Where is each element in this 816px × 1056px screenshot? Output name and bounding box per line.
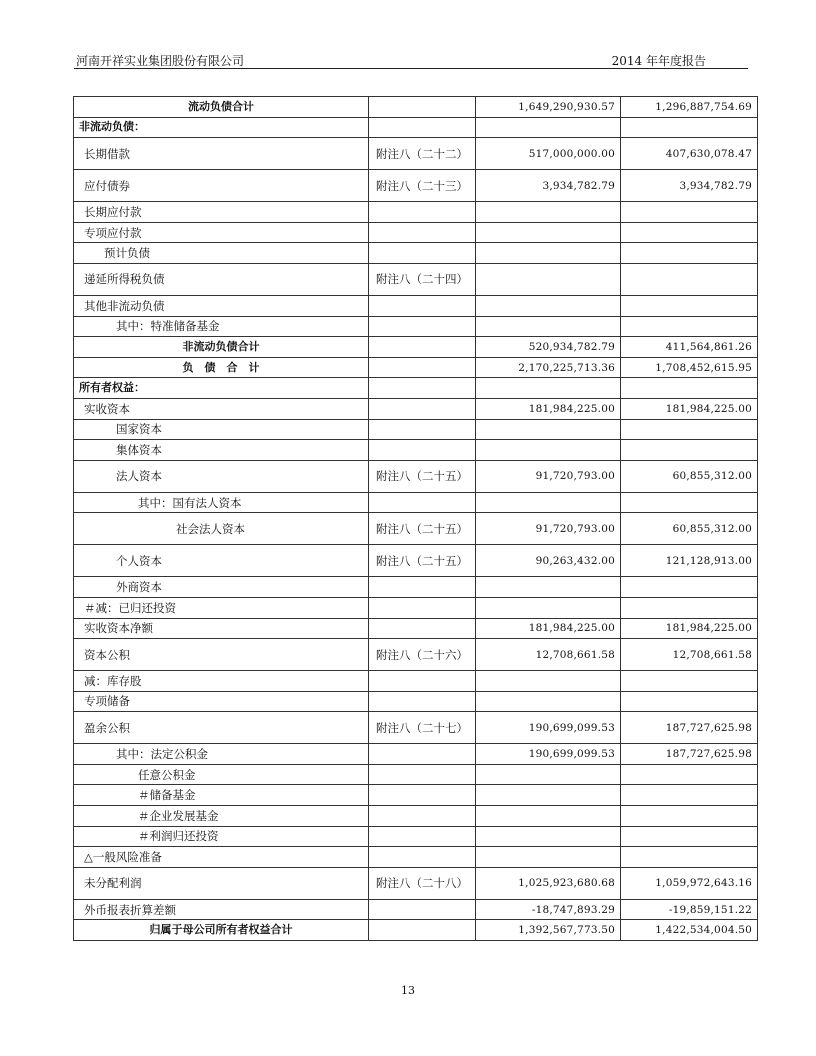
beginning-balance: 1,296,887,754.69 bbox=[621, 97, 758, 118]
ending-balance: 181,984,225.00 bbox=[476, 618, 621, 639]
note-ref: 附注八（二十三） bbox=[369, 170, 476, 202]
note-ref: 附注八（二十二） bbox=[369, 138, 476, 170]
beginning-balance: -19,859,151.22 bbox=[621, 899, 758, 920]
ending-balance: 1,392,567,773.50 bbox=[476, 920, 621, 941]
note-ref: 附注八（二十五） bbox=[369, 460, 476, 492]
table-row bbox=[74, 357, 758, 378]
table-row bbox=[74, 867, 758, 899]
table-row bbox=[74, 597, 758, 618]
note-ref bbox=[369, 618, 476, 639]
beginning-balance: 3,934,782.79 bbox=[621, 170, 758, 202]
note-ref bbox=[369, 577, 476, 598]
beginning-balance bbox=[621, 419, 758, 440]
table-row bbox=[74, 202, 758, 223]
table-row bbox=[74, 785, 758, 806]
ending-balance bbox=[476, 806, 621, 827]
item-label: 归属于母公司所有者权益合计 bbox=[74, 920, 369, 941]
note-ref bbox=[369, 378, 476, 399]
beginning-balance: 187,727,625.98 bbox=[621, 744, 758, 765]
beginning-balance bbox=[621, 263, 758, 295]
table-row bbox=[74, 378, 758, 399]
table-row bbox=[74, 691, 758, 712]
ending-balance bbox=[476, 117, 621, 138]
item-label: 法人资本 bbox=[74, 460, 369, 492]
item-label: △一般风险准备 bbox=[74, 847, 369, 868]
table-row bbox=[74, 577, 758, 598]
ending-balance: 190,699,099.53 bbox=[476, 712, 621, 744]
ending-balance bbox=[476, 378, 621, 399]
item-label: 外商资本 bbox=[74, 577, 369, 598]
item-label: 集体资本 bbox=[74, 440, 369, 461]
note-ref bbox=[369, 202, 476, 223]
item-label: 其中：国有法人资本 bbox=[74, 492, 369, 513]
beginning-balance bbox=[621, 378, 758, 399]
beginning-balance bbox=[621, 316, 758, 337]
ending-balance: 517,000,000.00 bbox=[476, 138, 621, 170]
ending-balance bbox=[476, 671, 621, 692]
beginning-balance bbox=[621, 492, 758, 513]
ending-balance bbox=[476, 316, 621, 337]
item-label: 负 债 合 计 bbox=[74, 357, 369, 378]
note-ref: 附注八（二十八） bbox=[369, 867, 476, 899]
header-rule bbox=[74, 68, 748, 69]
table-row bbox=[74, 618, 758, 639]
note-ref: 附注八（二十五） bbox=[369, 545, 476, 577]
table-row bbox=[74, 243, 758, 264]
ending-balance bbox=[476, 764, 621, 785]
table-row bbox=[74, 419, 758, 440]
item-label: ＃减：已归还投资 bbox=[74, 597, 369, 618]
note-ref bbox=[369, 806, 476, 827]
table-row bbox=[74, 712, 758, 744]
table-row bbox=[74, 263, 758, 295]
table-row bbox=[74, 639, 758, 671]
note-ref bbox=[369, 597, 476, 618]
note-ref bbox=[369, 744, 476, 765]
beginning-balance: 60,855,312.00 bbox=[621, 460, 758, 492]
beginning-balance bbox=[621, 577, 758, 598]
item-label: 其中：特准储备基金 bbox=[74, 316, 369, 337]
beginning-balance bbox=[621, 202, 758, 223]
beginning-balance: 407,630,078.47 bbox=[621, 138, 758, 170]
note-ref bbox=[369, 440, 476, 461]
note-ref bbox=[369, 337, 476, 358]
note-ref bbox=[369, 316, 476, 337]
table-row bbox=[74, 513, 758, 545]
ending-balance: 1,649,290,930.57 bbox=[476, 97, 621, 118]
note-ref: 附注八（二十六） bbox=[369, 639, 476, 671]
beginning-balance: 121,128,913.00 bbox=[621, 545, 758, 577]
table-row bbox=[74, 337, 758, 358]
beginning-balance bbox=[621, 440, 758, 461]
note-ref bbox=[369, 920, 476, 941]
ending-balance bbox=[476, 826, 621, 847]
note-ref bbox=[369, 398, 476, 419]
note-ref bbox=[369, 847, 476, 868]
item-label: 递延所得税负债 bbox=[74, 263, 369, 295]
item-label: 专项应付款 bbox=[74, 222, 369, 243]
item-label: 其中：法定公积金 bbox=[74, 744, 369, 765]
beginning-balance: 187,727,625.98 bbox=[621, 712, 758, 744]
beginning-balance: 181,984,225.00 bbox=[621, 398, 758, 419]
beginning-balance: 1,059,972,643.16 bbox=[621, 867, 758, 899]
page-number: 13 bbox=[401, 984, 415, 997]
table-row bbox=[74, 744, 758, 765]
beginning-balance bbox=[621, 597, 758, 618]
table-row bbox=[74, 899, 758, 920]
table-row bbox=[74, 764, 758, 785]
note-ref bbox=[369, 357, 476, 378]
note-ref: 附注八（二十七） bbox=[369, 712, 476, 744]
beginning-balance bbox=[621, 847, 758, 868]
beginning-balance: 1,422,534,004.50 bbox=[621, 920, 758, 941]
table-row bbox=[74, 170, 758, 202]
note-ref bbox=[369, 419, 476, 440]
beginning-balance bbox=[621, 243, 758, 264]
item-label: 未分配利润 bbox=[74, 867, 369, 899]
report-title: 2014 年年度报告 bbox=[611, 54, 706, 68]
table-row bbox=[74, 138, 758, 170]
table-row bbox=[74, 492, 758, 513]
note-ref bbox=[369, 243, 476, 264]
company-name: 河南开祥实业集团股份有限公司 bbox=[76, 54, 245, 68]
item-label: 应付债券 bbox=[74, 170, 369, 202]
ending-balance: 3,934,782.79 bbox=[476, 170, 621, 202]
table-row bbox=[74, 316, 758, 337]
ending-balance: 90,263,432.00 bbox=[476, 545, 621, 577]
ending-balance bbox=[476, 419, 621, 440]
ending-balance bbox=[476, 492, 621, 513]
note-ref: 附注八（二十四） bbox=[369, 263, 476, 295]
item-label: 国家资本 bbox=[74, 419, 369, 440]
ending-balance: 190,699,099.53 bbox=[476, 744, 621, 765]
balance-sheet-body bbox=[74, 97, 758, 941]
item-label: 盈余公积 bbox=[74, 712, 369, 744]
beginning-balance bbox=[621, 691, 758, 712]
item-label: 非流动负债合计 bbox=[74, 337, 369, 358]
ending-balance bbox=[476, 597, 621, 618]
ending-balance bbox=[476, 202, 621, 223]
table-row bbox=[74, 117, 758, 138]
beginning-balance bbox=[621, 764, 758, 785]
ending-balance: -18,747,893.29 bbox=[476, 899, 621, 920]
item-label: 流动负债合计 bbox=[74, 97, 369, 118]
ending-balance: 91,720,793.00 bbox=[476, 513, 621, 545]
ending-balance: 2,170,225,713.36 bbox=[476, 357, 621, 378]
ending-balance bbox=[476, 243, 621, 264]
item-label: 资本公积 bbox=[74, 639, 369, 671]
beginning-balance bbox=[621, 222, 758, 243]
table-row bbox=[74, 222, 758, 243]
table-row bbox=[74, 847, 758, 868]
ending-balance: 520,934,782.79 bbox=[476, 337, 621, 358]
ending-balance bbox=[476, 691, 621, 712]
note-ref bbox=[369, 691, 476, 712]
item-label: 社会法人资本 bbox=[74, 513, 369, 545]
beginning-balance: 12,708,661.58 bbox=[621, 639, 758, 671]
table-row bbox=[74, 97, 758, 118]
ending-balance bbox=[476, 847, 621, 868]
table-row bbox=[74, 920, 758, 941]
beginning-balance: 411,564,861.26 bbox=[621, 337, 758, 358]
note-ref bbox=[369, 826, 476, 847]
note-ref bbox=[369, 785, 476, 806]
beginning-balance: 181,984,225.00 bbox=[621, 618, 758, 639]
item-label: ＃利润归还投资 bbox=[74, 826, 369, 847]
item-label: 外币报表折算差额 bbox=[74, 899, 369, 920]
note-ref bbox=[369, 295, 476, 316]
ending-balance: 181,984,225.00 bbox=[476, 398, 621, 419]
item-label: 其他非流动负债 bbox=[74, 295, 369, 316]
item-label: ＃企业发展基金 bbox=[74, 806, 369, 827]
item-label: 长期应付款 bbox=[74, 202, 369, 223]
beginning-balance: 60,855,312.00 bbox=[621, 513, 758, 545]
table-row bbox=[74, 806, 758, 827]
beginning-balance bbox=[621, 806, 758, 827]
item-label: 专项储备 bbox=[74, 691, 369, 712]
table-row bbox=[74, 460, 758, 492]
item-label: 长期借款 bbox=[74, 138, 369, 170]
note-ref bbox=[369, 671, 476, 692]
note-ref bbox=[369, 492, 476, 513]
item-label: 非流动负债： bbox=[74, 117, 369, 138]
table-row bbox=[74, 671, 758, 692]
note-ref bbox=[369, 117, 476, 138]
ending-balance bbox=[476, 295, 621, 316]
beginning-balance bbox=[621, 671, 758, 692]
beginning-balance bbox=[621, 826, 758, 847]
item-label: ＃储备基金 bbox=[74, 785, 369, 806]
ending-balance: 12,708,661.58 bbox=[476, 639, 621, 671]
note-ref bbox=[369, 764, 476, 785]
note-ref: 附注八（二十五） bbox=[369, 513, 476, 545]
ending-balance bbox=[476, 263, 621, 295]
item-label: 减：库存股 bbox=[74, 671, 369, 692]
beginning-balance bbox=[621, 117, 758, 138]
ending-balance bbox=[476, 577, 621, 598]
table-row bbox=[74, 545, 758, 577]
beginning-balance bbox=[621, 785, 758, 806]
ending-balance: 1,025,923,680.68 bbox=[476, 867, 621, 899]
ending-balance bbox=[476, 785, 621, 806]
ending-balance bbox=[476, 440, 621, 461]
item-label: 个人资本 bbox=[74, 545, 369, 577]
table-row bbox=[74, 295, 758, 316]
note-ref bbox=[369, 222, 476, 243]
item-label: 预计负债 bbox=[74, 243, 369, 264]
item-label: 实收资本 bbox=[74, 398, 369, 419]
beginning-balance bbox=[621, 295, 758, 316]
note-ref bbox=[369, 97, 476, 118]
item-label: 任意公积金 bbox=[74, 764, 369, 785]
table-row bbox=[74, 440, 758, 461]
balance-sheet-table bbox=[73, 96, 758, 941]
ending-balance bbox=[476, 222, 621, 243]
table-row bbox=[74, 826, 758, 847]
ending-balance: 91,720,793.00 bbox=[476, 460, 621, 492]
item-label: 所有者权益： bbox=[74, 378, 369, 399]
note-ref bbox=[369, 899, 476, 920]
table-row bbox=[74, 398, 758, 419]
beginning-balance: 1,708,452,615.95 bbox=[621, 357, 758, 378]
item-label: 实收资本净额 bbox=[74, 618, 369, 639]
